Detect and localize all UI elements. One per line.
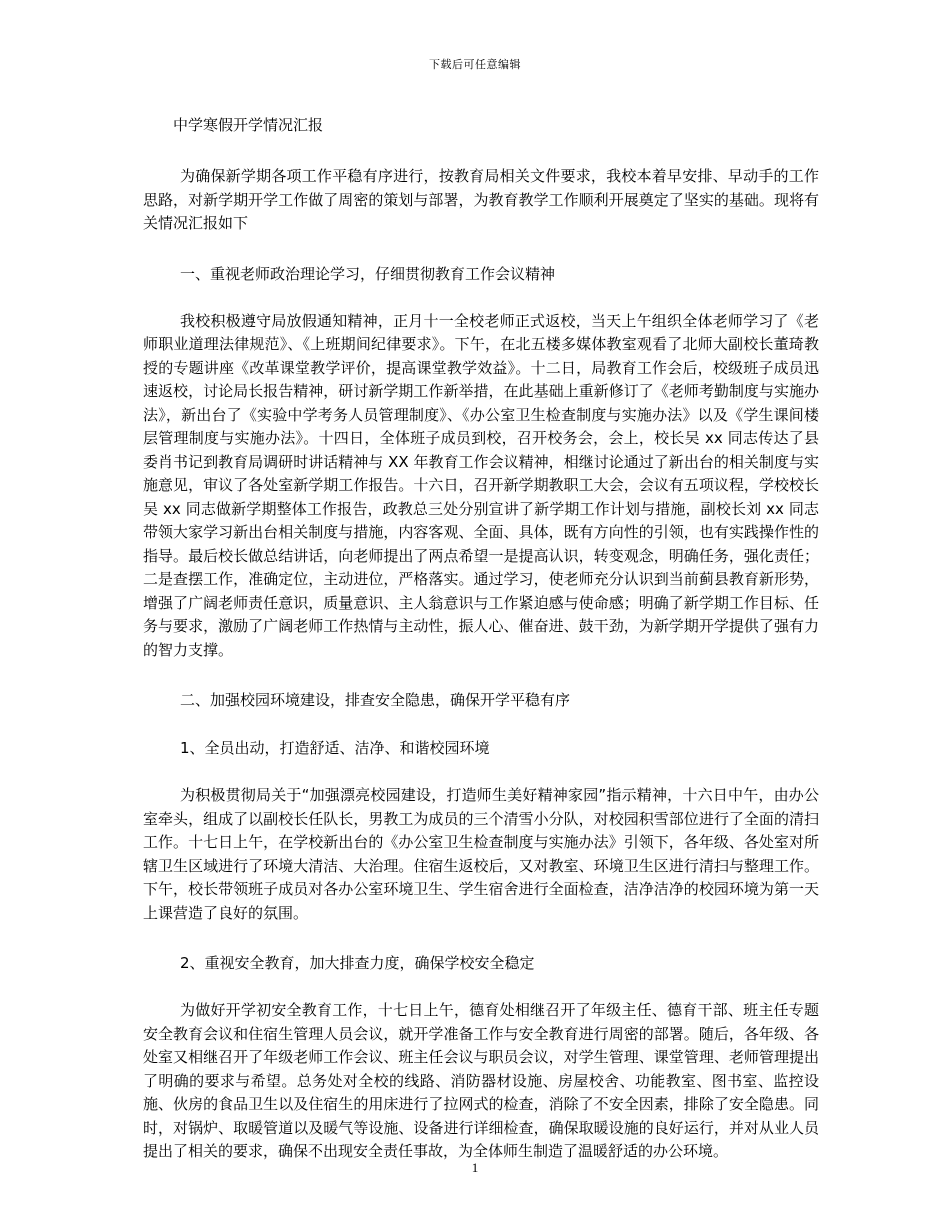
page-number: 1: [471, 1160, 479, 1175]
section-heading-2: 二、加强校园环境建设，排查安全隐患，确保开学平稳有序: [180, 691, 571, 709]
document-body: [143, 112, 819, 1190]
header-note: 下载后可任意编辑: [429, 58, 521, 71]
paragraph-intro: 为确保新学期各项工作平稳有序进行，按教育局相关文件要求，我校本着早安排、早动手的工作思路，对新学期开学工作做了周密的策划与部署，为教育教学工作顺利开展奠定了坚实的基础。现将有关情况汇报如下: [143, 167, 819, 232]
subsection-heading-2: 2、重视安全教育，加大排查力度，确保学校安全稳定: [180, 954, 535, 972]
section-heading-1: 一、重视老师政治理论学习，仔细贯彻教育工作会议精神: [180, 264, 556, 283]
document-title: 中学寒假开学情况汇报: [173, 116, 324, 134]
subsection-heading-1: 1、全员出动，打造舒适、洁净、和谐校园环境: [180, 739, 490, 757]
paragraph-safety: 为做好开学初安全教育工作，十七日上午，德育处相继召开了年级主任、德育干部、班主任专题安全教育会议和住宿生管理人员会议，就开学准备工作与安全教育进行周密的部署。随后，各年级、各处室又相继召开了年级老师工作会议、班主任会议与职员会议，对学生管理、课堂管理、老师管理提出了明确的要求与希望。总务处对全校的线路、消防器材设施、房屋校舍、功能教室、图书室、监控设施、伙房的食品卫生以及住宿生的用床进行了拉网式的检查，消除了不安全因素，排除了安全隐患。同时，对锅炉、取暖管道以及暖气等设施、设备进行详细检查，确保取暖设施的良好运行，并对从业人员提出了相关的要求，确保不出现安全责任事故，为全体师生制造了温暖舒适的办公环境。: [143, 1001, 819, 1160]
paragraph-study: 我校积极遵守局放假通知精神，正月十一全校老师正式返校，当天上午组织全体老师学习了《老师职业道理法律规范》、《上班期间纪律要求》。下午，在北五楼多媒体教室观看了北师大副校长董琦教授的专题讲座《改革课堂教学评价，提高课堂教学效益》。十二日，局教育工作会后，校级班子成员迅速返校，讨论局长报告精神，研讨新学期工作新举措，在此基础上重新修订了《老师考勤制度与实施办法》，新出台了《实验中学考务人员管理制度》、《办公室卫生检查制度与实施办法》以及《学生课间楼层管理制度与实施办法》。十四日，全体班子成员到校，召开校务会，会上，校长吴 xx 同志传达了县委肖书记到教育局调研时讲话精神与 XX 年教育工作会议精神，相继讨论通过了新出台的相关制度与实施意见，审议了各处室新学期工作报告。十六日，召开新学期教职工大会，会议有五项议程，学校校长吴 xx 同志做新学期整体工作报告，政教总三处分别宣讲了新学期工作计划与措施，副校长刘 xx 同志带领大家学习新出台相关制度与措施，内容客观、全面、具体，既有方向性的引领，也有实践操作性的指导。最后校长做总结讲话，向老师提出了两点希望一是提高认识，转变观念，明确任务，强化责任；二是查摆工作，准确定位，主动进位，严格落实。通过学习，使老师充分认识到当前蓟县教育新形势，增强了广阔老师责任意识，质量意识、主人翁意识与工作紧迫感与使命感；明确了新学期工作目标、任务与要求，激励了广阔老师工作热情与主动性，振人心、催奋进、鼓干劲，为新学期开学提供了强有力的智力支撑。: [143, 311, 819, 659]
paragraph-environment: 为积极贯彻局关于“加强漂亮校园建设，打造师生美好精神家园”指示精神，十六日中午，由办公室牵头，组成了以副校长任队长，男教工为成员的三个清雪小分队，对校园积雪部位进行了全面的清扫工作。十七日上午，在学校新出台的《办公室卫生检查制度与实施办法》引领下，各年级、各处室对所辖卫生区域进行了环境大清洁、大治理。住宿生返校后，又对教室、环境卫生区进行清扫与整理工作。下午，校长带领班子成员对各办公室环境卫生、学生宿舍进行全面检查，洁净洁净的校园环境为第一天上课营造了良好的氛围。: [143, 786, 819, 922]
